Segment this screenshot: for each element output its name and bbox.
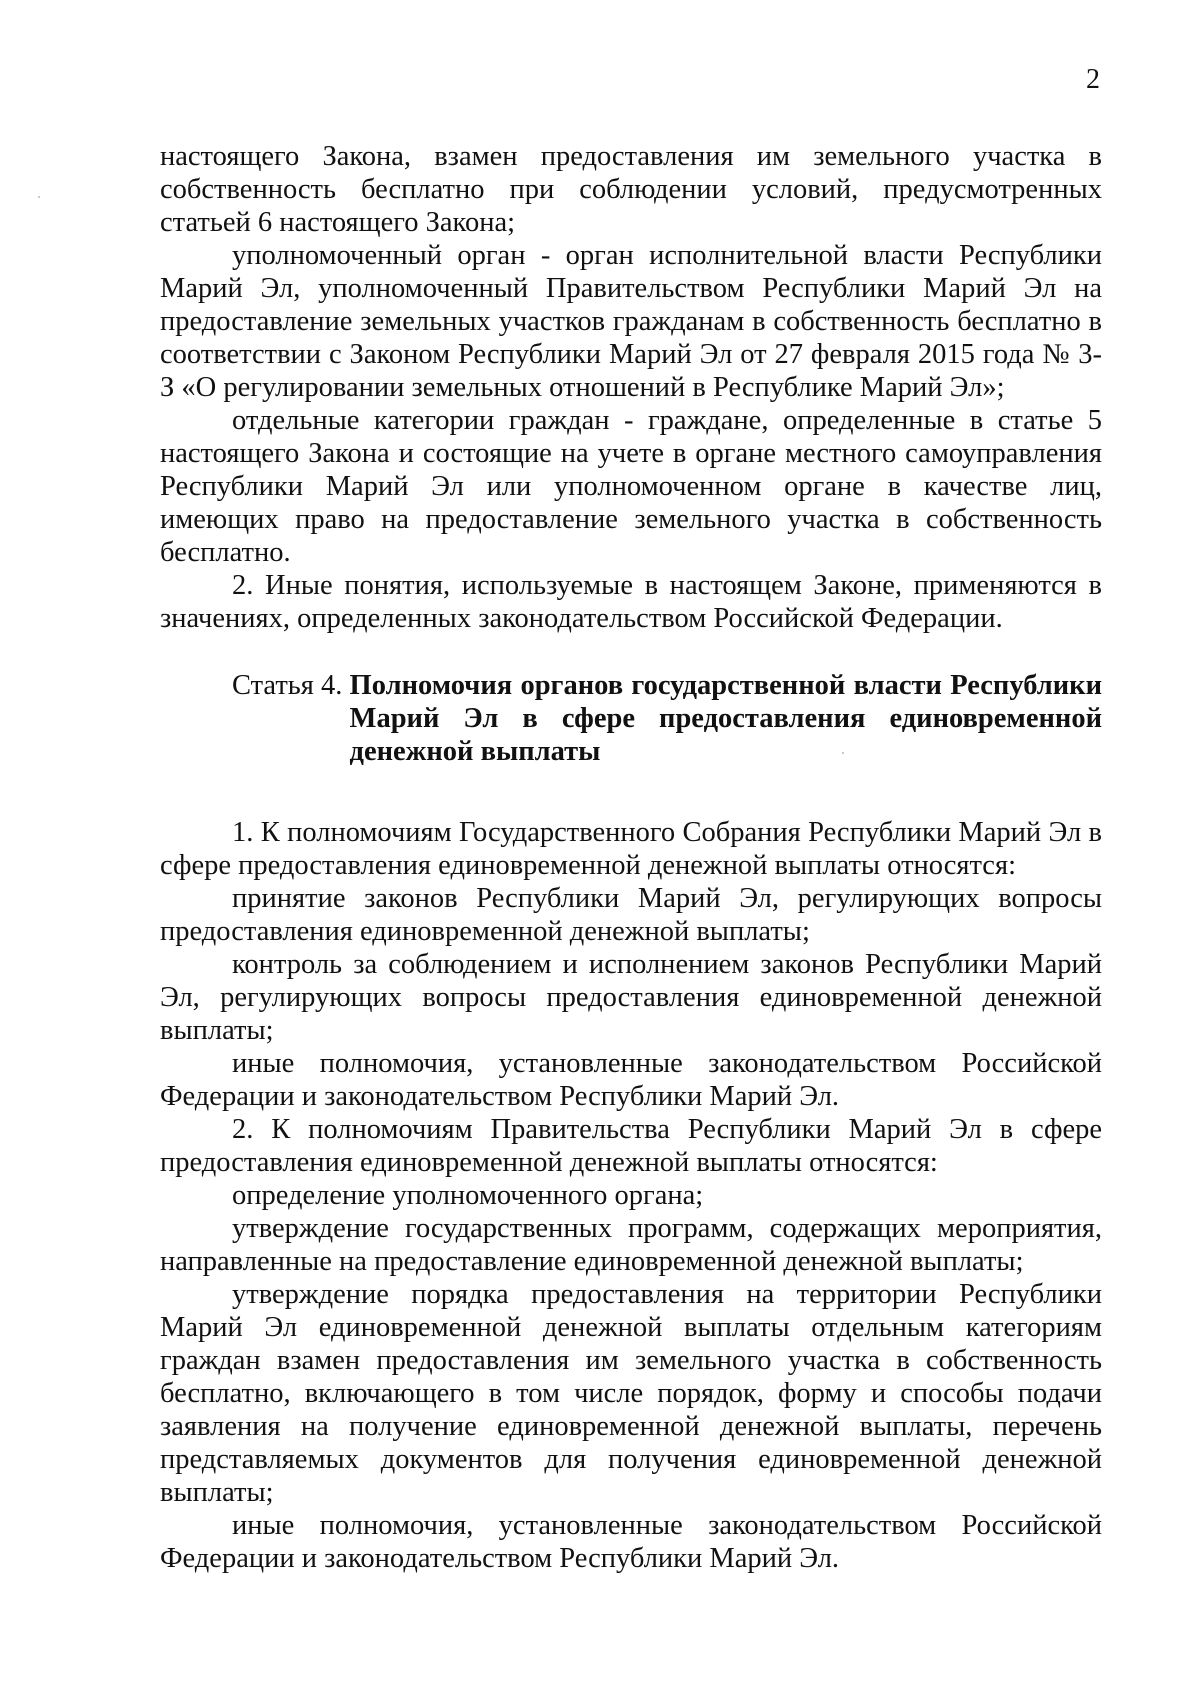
paragraph: определение уполномоченного органа; <box>232 1180 704 1211</box>
scan-speck <box>38 196 40 198</box>
article-heading <box>160 669 1102 768</box>
paragraph: контроль за соблюдением и исполнением законов Республики Марий Эл, регулирующих вопросы предоставления единовременной денежной выплаты; <box>160 949 1102 1046</box>
paragraphs-bottom <box>160 816 1102 1575</box>
scan-speck <box>842 752 844 754</box>
paragraph: отдельные категории граждан - граждане, определенные в статье 5 настоящего Закона и состоящие на учете в органе местного самоуправления Республики Марий Эл или уполномоченном органе в качестве лиц, имеющих право на предоставление земельного участка в собственность бесплатно. <box>160 405 1102 568</box>
document-body <box>160 140 1102 1575</box>
paragraph: уполномоченный орган - орган исполнительной власти Республики Марий Эл, уполномоченный Правительством Республики Марий Эл на предоставление земельных участков гражданам в собственность бесплатно в соответствии с Законом Республики Марий Эл от 27 февраля 2015 года № 3-З «О регулировании земельных отношений в Республике Марий Эл»; <box>160 240 1102 403</box>
paragraphs-top <box>160 140 1102 635</box>
page-number: 2 <box>1086 64 1100 95</box>
paragraph: утверждение государственных программ, содержащих мероприятия, направленные на предоставление единовременной денежной выплаты; <box>160 1213 1102 1277</box>
paragraph: иные полномочия, установленные законодательством Российской Федерации и законодательством Республики Марий Эл. <box>160 1510 1102 1574</box>
paragraph: 2. К полномочиям Правительства Республики Марий Эл в сфере предоставления единовременной денежной выплаты относятся: <box>160 1114 1102 1178</box>
paragraph: принятие законов Республики Марий Эл, регулирующих вопросы предоставления единовременной денежной выплаты; <box>160 883 1102 947</box>
paragraph: 2. Иные понятия, используемые в настоящем Законе, применяются в значениях, определенных законодательством Российской Федерации. <box>160 570 1102 634</box>
paragraph: 1. К полномочиям Государственного Собрания Республики Марий Эл в сфере предоставления единовременной денежной выплаты относятся: <box>160 817 1102 881</box>
article-label: Статья 4. <box>232 670 350 701</box>
article-title: Полномочия органов государственной власти Республики Марий Эл в сфере предоставления единовременной денежной выплаты <box>349 670 1102 767</box>
paragraph: иные полномочия, установленные законодательством Российской Федерации и законодательством Республики Марий Эл. <box>160 1048 1102 1112</box>
paragraph: утверждение порядка предоставления на территории Республики Марий Эл единовременной денежной выплаты отдельным категориям граждан взамен предоставления им земельного участка в собственность бесплатно, включающего в том числе порядок, форму и способы подачи заявления на получение единовременной денежной выплаты, перечень представляемых документов для получения единовременной денежной выплаты; <box>160 1279 1102 1508</box>
paragraph: настоящего Закона, взамен предоставления им земельного участка в собственность бесплатно при соблюдении условий, предусмотренных статьей 6 настоящего Закона; <box>160 141 1102 238</box>
